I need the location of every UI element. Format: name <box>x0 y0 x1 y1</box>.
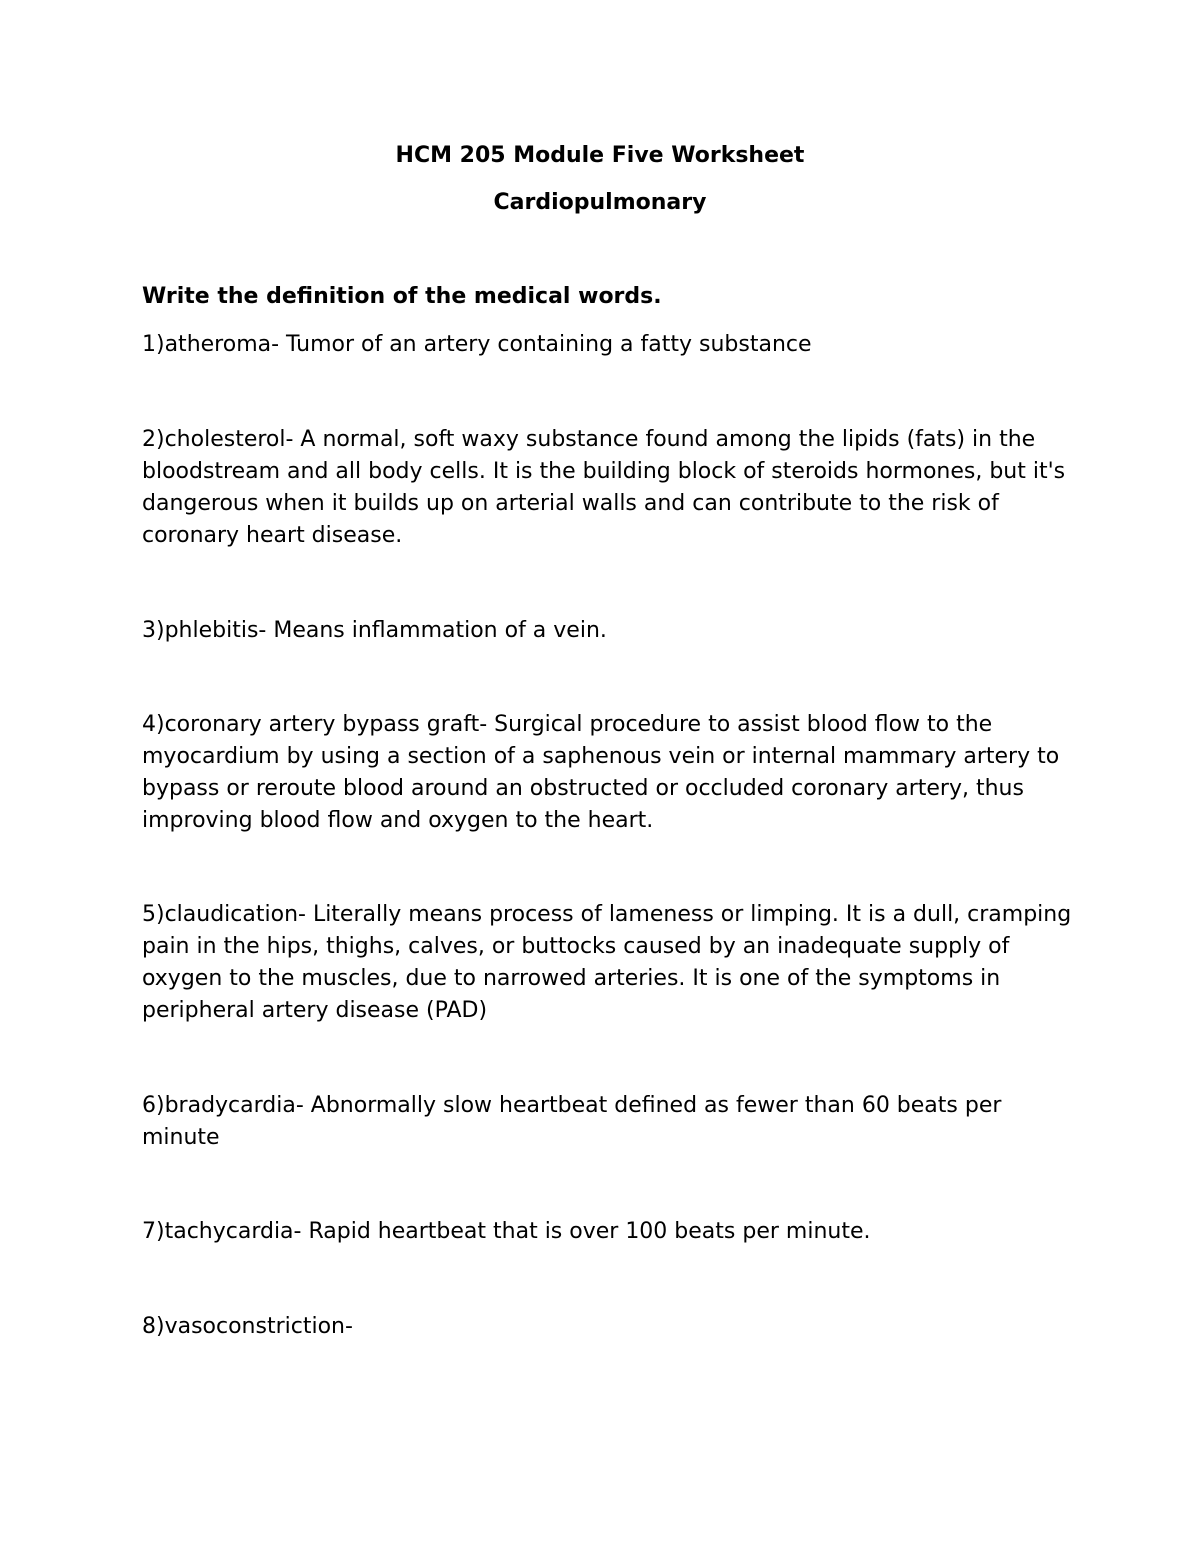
definition-coronary-artery-bypass-graft: 4)coronary artery bypass graft- Surgical procedure to assist blood flow to the myocardium by using a section of a saphenous vein or internal mammary artery to bypass or reroute blood around an obstructed or occluded coronary artery, thus improving blood flow and oxygen to the heart. <box>142 712 1060 833</box>
instruction-heading: Write the definition of the medical words. <box>142 284 662 309</box>
definition-tachycardia: 7)tachycardia- Rapid heartbeat that is over 100 beats per minute. <box>142 1219 871 1244</box>
definition-bradycardia: 6)bradycardia- Abnormally slow heartbeat defined as fewer than 60 beats per minute <box>142 1093 1002 1150</box>
definition-vasoconstriction: 8)vasoconstriction- <box>142 1314 353 1339</box>
definition-claudication: 5)claudication- Literally means process of lameness or limping. It is a dull, cramping pain in the hips, thighs, calves, or buttocks caused by an inadequate supply of oxygen to the muscles, due to narrowed arteries. It is one of the symptoms in peripheral artery disease (PAD) <box>142 902 1072 1023</box>
definition-atheroma: 1)atheroma- Tumor of an artery containing a fatty substance <box>142 332 812 357</box>
definition-cholesterol: 2)cholesterol- A normal, soft waxy substance found among the lipids (fats) in the bloodstream and all body cells. It is the building block of steroids hormones, but it's dangerous when it builds up on arterial walls and can contribute to the risk of coronary heart disease. <box>142 427 1066 548</box>
definition-phlebitis: 3)phlebitis- Means inflammation of a vein. <box>142 618 607 643</box>
document-title: HCM 205 Module Five Worksheet <box>395 143 805 168</box>
document-subtitle: Cardiopulmonary <box>493 190 707 215</box>
